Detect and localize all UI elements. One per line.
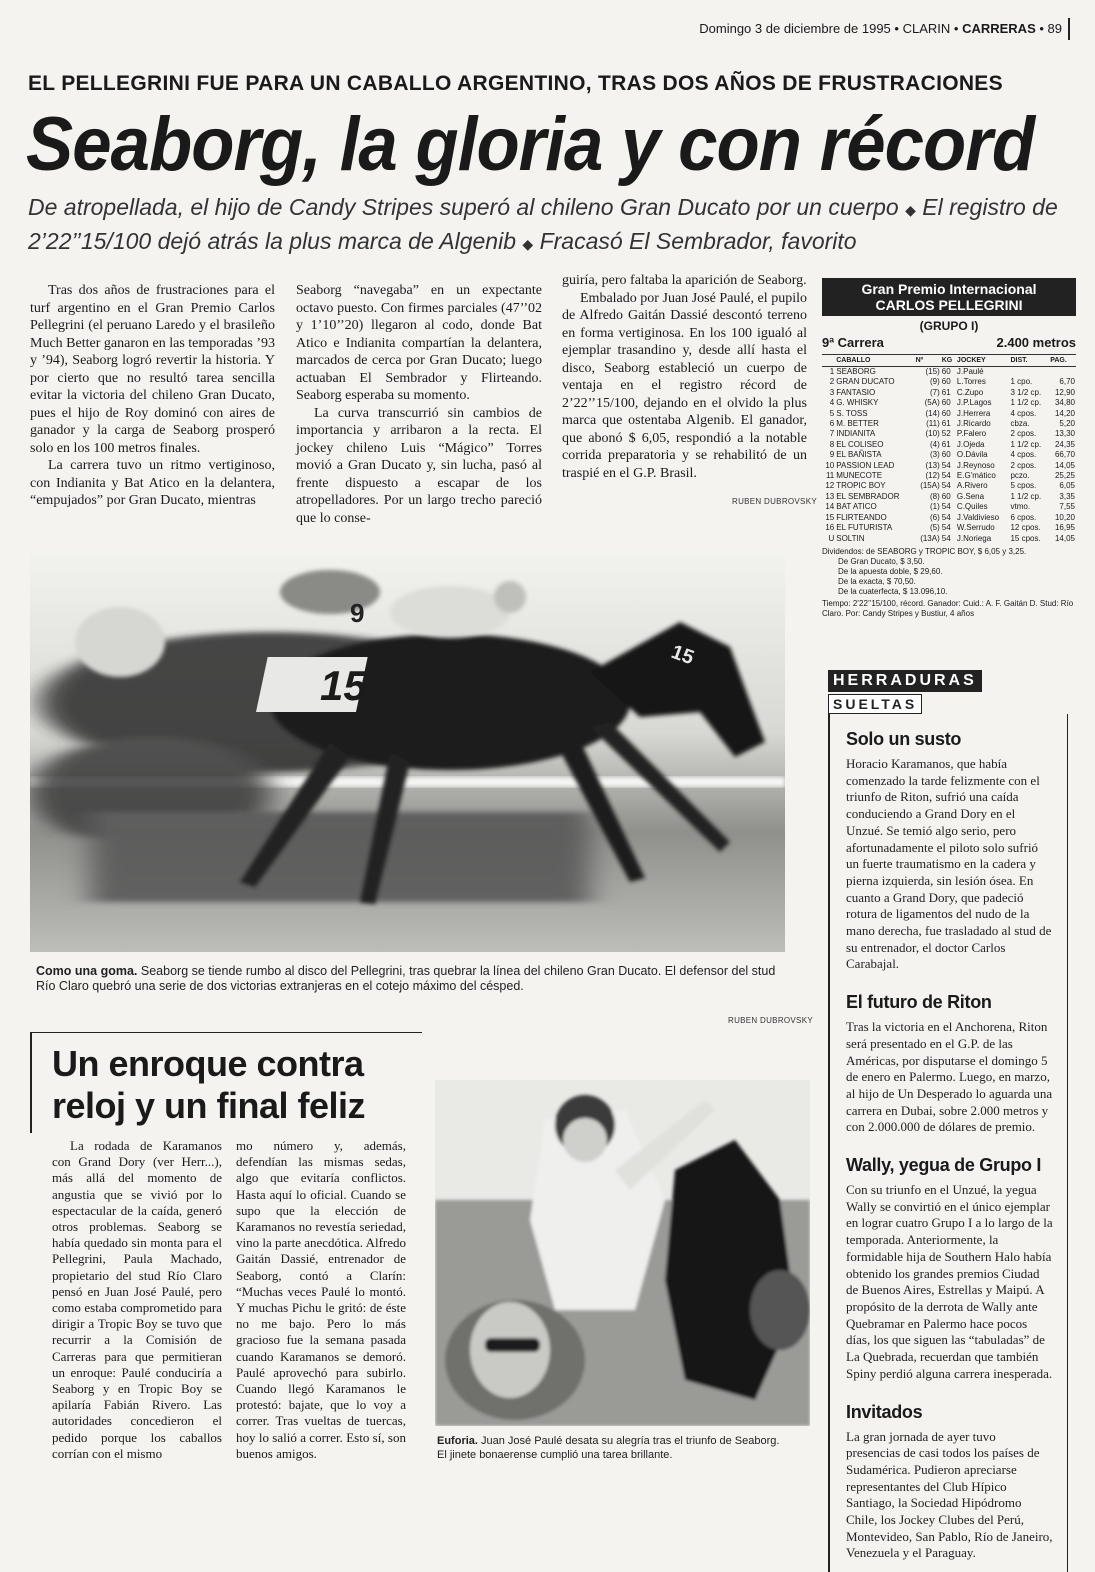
main-headline: Seaborg, la gloria y con récord <box>26 102 1035 187</box>
article-paragraph: Seaborg “navegaba” en un expectante octavo puesto. Con firmes parciales (47’’02 y 1’10’’20) llegaron al codo, donde Bat Atico e Indianita compartían la delantera, marcados de cerca por Gran Ducato; luego actuaban El Sembrador y Flirteando. Seaborg esperaba su momento. <box>296 283 542 403</box>
results-footer: Tiempo: 2’22’’15/100, récord. Ganador: Cuid.: A. F. Gaitán D. Stud: Río Claro. Por: Candy Stripes y Bustiur, 4 años <box>822 598 1074 618</box>
results-banner-line-2: CARLOS PELLEGRINI <box>875 297 1023 313</box>
results-cell: 60 <box>941 398 951 408</box>
sidebar-item-text: La gran jornada de ayer tuvo presencias de casi todos los países de Sudamérica. Pudieron apreciarse representantes del Club Hípico Santiago, la Sociedad Hipódromo Chile, los Jockey Clubes del Perú, Montevideo, San Pablo, Río de Janeiro, Venezuela y el Paraguay. <box>846 1428 1053 1561</box>
results-cell: 7 <box>829 429 835 439</box>
results-cell: 1 1/2 cp. <box>1010 491 1042 501</box>
results-cell: J.P.Lagos <box>956 398 992 408</box>
results-race-line <box>822 335 1076 350</box>
results-cell: 10 <box>825 460 835 470</box>
enroque-story <box>30 1032 422 1133</box>
enroque-headline <box>30 1032 422 1133</box>
results-row <box>822 419 1076 429</box>
results-cell: (10) <box>925 429 940 439</box>
results-cell: (5A) <box>924 398 940 408</box>
results-cell: 7,55 <box>1059 502 1075 512</box>
race-distance: 2.400 metros <box>996 335 1076 350</box>
results-cell: 16,95 <box>1054 523 1075 533</box>
results-cell: 54 <box>941 471 951 481</box>
results-cell: 54 <box>941 460 951 470</box>
results-cell: 2 cpos. <box>1010 429 1037 439</box>
sidebar-item <box>846 991 1053 1136</box>
results-cell: J.Ojeda <box>956 439 985 449</box>
enroque-paragraph: mo número y, además, defendían las mismas sedas, algo que evitaría conflictos. Hasta aquí lo oficial. Cuando se supo que la elección de Karamanos no revestía seriedad, vino la parte anecdótica. Alfredo Gaitán Dassié, entrenador de Seaborg, contó a Clarín: “Muchas veces Paulé lo montó. Y muchas Pichu le gritó: de éste no me bajo. Pero lo más gracioso fue la semana pasada cuando Karamanos se demoró. Paulé aprovechó para subirlo. Cuando llegó Karamanos le protestó: bajate, que lo voy a correr. Tras vueltas de tuercas, hoy lo salió a correr. Esto sí, son buenos amigos. <box>236 1138 407 1461</box>
results-cell: 6,70 <box>1059 377 1075 387</box>
article-column-2 <box>296 282 542 527</box>
results-cell: 54 <box>941 481 951 491</box>
article-paragraph: La carrera tuvo un ritmo vertiginoso, con Indianita y Bat Atico en la delantera, “empujados” por Gran Ducato, mientras <box>30 458 275 508</box>
jockey-number: 9 <box>350 598 365 628</box>
folio-page-number: 89 <box>1047 21 1062 36</box>
results-cell: J.Paulé <box>956 367 984 376</box>
photo-credit: RUBEN DUBROVSKY <box>732 497 817 506</box>
sidebar-item-title: Invitados <box>846 1401 923 1422</box>
results-cell: 13,30 <box>1054 429 1075 439</box>
dividends <box>822 547 1076 597</box>
results-cell: (15) <box>925 367 940 376</box>
sidebar-body <box>828 714 1068 1572</box>
deck-part-2: El registro de 2’22’’15/100 dejó atrás la plus marca de Algenib <box>28 194 1058 254</box>
results-cell: EL BAÑISTA <box>836 450 882 460</box>
results-row <box>822 513 1076 523</box>
results-cell: 16 <box>825 523 835 533</box>
deck-part-3: Fracasó El Sembrador, favorito <box>539 228 857 254</box>
results-cell: 5 cpos. <box>1010 481 1037 491</box>
results-cell: 60 <box>941 377 951 387</box>
results-row <box>822 429 1076 439</box>
bullet-icon: ◆ <box>522 236 534 252</box>
results-column-header: KG <box>941 355 956 367</box>
results-row <box>822 534 1076 544</box>
dividend-line: De Gran Ducato, $ 3,50. <box>838 556 925 566</box>
results-cell: EL COLISEO <box>836 439 884 449</box>
results-cell: 4 <box>829 398 835 408</box>
sidebar-badge-1: HERRADURAS <box>828 670 982 692</box>
results-cell: 4 cpos. <box>1010 408 1037 418</box>
results-row <box>822 377 1076 387</box>
folio-paper: CLARIN <box>902 21 951 36</box>
results-column-header <box>822 355 835 367</box>
results-cell <box>1009 367 1049 378</box>
sidebar-item-text: Con su triunfo en el Unzué, la yegua Wally se convirtió en el único ejemplar en lograr cuatro Grupo I a lo largo de la temporada. Anteriormente, la formidable hija de Southern Halo había obtenido los grandes premios Ciudad de Buenos Aires, Estrellas y Maipú. A propósito de la derrota de Wally ante Quebramar en Palermo hace pocos días, los que siguen las “tabuladas” de La Quebrada, recuerdan que también Spiny perdió alguna carrera inesperada. <box>846 1182 1053 1381</box>
results-row <box>822 502 1076 512</box>
results-row <box>822 409 1076 419</box>
sidebar-item <box>846 728 1053 973</box>
results-column-header: DIST. <box>1009 355 1049 367</box>
results-cell: 5 <box>829 408 835 418</box>
caption-lead: Euforia. <box>437 1435 478 1447</box>
results-cell: EL SEMBRADOR <box>836 491 900 501</box>
herraduras-sidebar <box>828 670 1068 1572</box>
results-cell: SEABORG <box>836 367 876 376</box>
article-paragraph: Tras dos años de frustraciones para el turf argentino en el Gran Premio Carlos Pellegrini (el peruano Laredo y el brasileño Much Better ganaron en las temporadas ’93 y ’94), Seaborg logró revertir la historia. Y por cierto que no resultó tarea sencilla evitar la victoria del chileno Gran Ducato, pues el hijo de Roy dominó con aires de ganador y la carga de Seaborg prosperó solo en los 100 metros finales. <box>30 283 275 456</box>
article-column-1 <box>30 282 275 510</box>
enroque-column-1 <box>52 1138 222 1462</box>
results-row <box>822 471 1076 481</box>
results-cell: 1 cpo. <box>1010 377 1033 387</box>
results-cell: (6) <box>929 512 940 522</box>
results-cell: G.Sena <box>956 491 985 501</box>
results-cell: EL FUTURISTA <box>836 523 893 533</box>
results-cell: C.Zupo <box>956 387 984 397</box>
results-cell: (4) <box>929 439 940 449</box>
results-cell: W.Serrudo <box>956 523 995 533</box>
results-cell: J.Herrera <box>956 408 991 418</box>
results-cell: 60 <box>941 367 951 376</box>
results-cell: 6 cpos. <box>1010 512 1037 522</box>
sidebar-item-title: Wally, yegua de Grupo I <box>846 1155 1042 1176</box>
results-cell: (5) <box>929 523 940 533</box>
folio-section: CARRERAS <box>962 21 1036 36</box>
results-cell: S. TOSS <box>836 408 868 418</box>
results-cell: E.G'mático <box>956 471 996 481</box>
results-cell: pczo. <box>1010 471 1030 481</box>
results-row <box>822 492 1076 502</box>
results-cell: 13 <box>825 491 835 501</box>
sidebar-item-title: El futuro de Riton <box>846 992 992 1013</box>
results-banner <box>822 278 1076 316</box>
results-cell: 2 cpos. <box>1010 460 1037 470</box>
deck-part-1: De atropellada, el hijo de Candy Stripes superó al chileno Gran Ducato por un cuerpo <box>28 194 899 220</box>
photo-caption <box>36 964 776 994</box>
results-cell: 6 <box>829 419 835 429</box>
results-banner-line-1: Gran Premio Internacional <box>861 281 1037 297</box>
photo-credit: RUBEN DUBROVSKY <box>728 1016 813 1025</box>
results-row <box>822 523 1076 533</box>
results-cell: GRAN DUCATO <box>836 377 895 387</box>
results-cell: (9) <box>929 377 940 387</box>
article-paragraph: guiría, pero faltaba la aparición de Seaborg. <box>562 273 807 288</box>
results-cell: O.Dávila <box>956 450 988 460</box>
results-cell: (8) <box>929 491 940 501</box>
results-cell: P.Falero <box>956 429 987 439</box>
results-cell: (3) <box>929 450 940 460</box>
results-cell: (1) <box>929 502 940 512</box>
results-row <box>822 367 1076 378</box>
race-photo <box>30 552 785 952</box>
results-cell: (14) <box>925 408 940 418</box>
sidebar-item <box>846 1401 1053 1563</box>
article-paragraph: Embalado por Juan José Paulé, el pupilo de Alfredo Gaitán Dassié descontó terreno en forma vertiginosa. En los 100 igualó al ejemplar trasandino y, desde allí hasta el disco, Seaborg estableció un cuerpo de ventaja en el registro récord de 2’22’’15/100, dejando en el olvido la plus marca que ostentaba Algenib. El ganador, que abonó $ 6,05, respondió a la notable corrida preparatoria y se rehabilitó de un traspié en el G.P. Brasil. <box>562 290 807 481</box>
results-cell: FANTASIO <box>836 387 876 397</box>
results-cell: vtmo. <box>1010 502 1031 512</box>
photo-caption <box>437 1434 792 1462</box>
headline-kicker: EL PELLEGRINI FUE PARA UN CABALLO ARGENTINO, TRAS DOS AÑOS DE FRUSTRACIONES <box>28 72 1003 95</box>
results-cell: 3 <box>829 387 835 397</box>
results-cell: U <box>828 533 835 543</box>
page-folio: Domingo 3 de diciembre de 1995 • CLARIN • CARRERAS • 89 <box>690 18 1070 40</box>
results-cell: 34,80 <box>1054 398 1075 408</box>
results-cell: 60 <box>941 491 951 501</box>
bridle-number: 15 <box>668 641 697 670</box>
results-row <box>822 398 1076 408</box>
results-cell: 2 <box>829 377 835 387</box>
results-cell: 1 1/2 cp. <box>1010 398 1042 408</box>
results-cell: J.Ricardo <box>956 419 991 429</box>
results-cell: 12 <box>825 481 835 491</box>
results-cell: 14,05 <box>1054 460 1075 470</box>
results-cell: J.Reynoso <box>956 460 995 470</box>
results-cell: 15 <box>825 512 835 522</box>
results-cell: SOLTIN <box>836 533 865 543</box>
results-cell: 10,20 <box>1054 512 1075 522</box>
results-cell: 14 <box>825 502 835 512</box>
results-cell: 8 <box>829 439 835 449</box>
results-cell: M. BETTER <box>836 419 879 429</box>
bullet-icon: ◆ <box>905 202 916 218</box>
results-cell: 54 <box>941 502 951 512</box>
dividend-line: De la apuesta doble, $ 29,60. <box>838 566 943 576</box>
enroque-headline-line-1: Un enroque contra <box>52 1043 364 1084</box>
jockey-celebration-photo <box>435 1080 810 1426</box>
results-row <box>822 388 1076 398</box>
article-column-3 <box>562 272 807 482</box>
results-cell: 11 <box>825 471 835 481</box>
results-column-header: CABALLO <box>835 355 914 367</box>
results-cell: 1 1/2 cp. <box>1010 439 1042 449</box>
results-cell: 14,05 <box>1054 533 1075 543</box>
sidebar-item-text: Horacio Karamanos, que había comenzado la tarde felizmente con el triunfo de Riton, sufrió una caída conduciendo a Grand Dory en el Unzué. Se temió algo serio, pero afortunadamente el piloto solo sufrió un fuerte traumatismo en la cadera y pierna izquierda, sin lesión ósea. En cuanto a Grand Dory, que padeció rotura de ligamentos del nudo de la mano derecha, fue trasladado al stud de su entrenador, el doctor Carlos Carabajal. <box>846 756 1052 972</box>
sidebar-item-title: Solo un susto <box>846 729 962 749</box>
results-cell: cbza. <box>1010 419 1030 429</box>
results-box <box>822 278 1076 619</box>
results-cell: TROPIC BOY <box>836 481 886 491</box>
sidebar-item-text: Tras la victoria en el Anchorena, Riton será presentado en el G.P. de las Américas, por disputarse el domingo 5 de enero en Palermo. Luego, en marzo, al hijo de Un Desperado lo aguarda una carrera en Dubai, sobre 2.000 metros y con 2.000.000 de dólares de premio. <box>846 1019 1053 1135</box>
sidebar-item <box>846 1154 1053 1382</box>
results-cell: 60 <box>941 408 951 418</box>
results-row <box>822 450 1076 460</box>
results-cell: (7) <box>929 387 940 397</box>
results-cell: 12,90 <box>1054 387 1075 397</box>
results-table <box>822 354 1076 544</box>
results-cell: 3,35 <box>1059 491 1075 501</box>
results-cell: 54 <box>941 533 951 543</box>
caption-text: Seaborg se tiende rumbo al disco del Pellegrini, tras quebrar la línea del chileno Gran Ducato. El defensor del stud Río Claro quebró una serie de dos victorias extranjeras en el cotejo máximo del césped. <box>36 964 776 993</box>
results-column-header: JOCKEY <box>956 355 1010 367</box>
results-cell: (13A) <box>920 533 940 543</box>
results-cell: 15 cpos. <box>1010 533 1041 543</box>
dividend-line: Dividendos: de SEABORG y TROPIC BOY, $ 6,05 y 3,25. <box>822 546 1027 556</box>
results-cell: (11) <box>926 419 940 429</box>
results-cell: 54 <box>941 523 951 533</box>
results-cell: 1 <box>829 367 835 376</box>
results-cell: BAT ATICO <box>836 502 877 512</box>
results-cell: MUNECOTE <box>836 471 883 481</box>
article-paragraph: La curva transcurrió sin cambios de importancia y arribaron a la recta. El jockey chileno Luis “Mágico” Torres movió a Gran Ducato y, sin lucha, pasó al frente dispuesto a escapar de los atropelladores. Por un largo trecho pareció que lo conse- <box>296 405 542 526</box>
results-row <box>822 440 1076 450</box>
headline-deck <box>28 192 1068 260</box>
race-number: 9ª Carrera <box>822 335 884 350</box>
results-cell: 5,20 <box>1059 419 1075 429</box>
results-cell: FLIRTEANDO <box>836 512 887 522</box>
results-cell: G. WHISKY <box>836 398 879 408</box>
results-cell: A.Rivero <box>956 481 988 491</box>
results-cell: INDIANITA <box>836 429 876 439</box>
results-cell: 66,70 <box>1054 450 1075 460</box>
results-cell: 60 <box>941 450 951 460</box>
results-cell: (12) <box>925 471 940 481</box>
results-cell: 14,20 <box>1054 408 1075 418</box>
results-row <box>822 481 1076 491</box>
results-cell: J.Noriega <box>956 533 992 543</box>
enroque-column-2 <box>236 1138 406 1462</box>
sidebar-badge-2: SUELTAS <box>828 694 922 714</box>
results-cell: 25,25 <box>1054 471 1075 481</box>
results-cell: (15A) <box>920 481 940 491</box>
caption-text: Juan José Paulé desata su alegría tras el triunfo de Seaborg. El jinete bonaerense cumplió una tarea brillante. <box>437 1435 780 1461</box>
results-cell <box>1049 367 1076 378</box>
results-grade: (GRUPO I) <box>919 319 979 333</box>
results-row <box>822 461 1076 471</box>
enroque-headline-line-2: reloj y un final feliz <box>52 1085 366 1126</box>
results-cell: PASSION LEAD <box>836 460 895 470</box>
results-cell: 12 cpos. <box>1010 523 1041 533</box>
results-cell: (13) <box>925 460 940 470</box>
results-column-header: Nº <box>915 355 941 367</box>
dividend-line: De la cuaterfecta, $ 13.096,10. <box>838 586 948 596</box>
results-cell: 61 <box>941 387 951 397</box>
results-cell: 61 <box>941 439 951 449</box>
results-cell: 54 <box>941 512 951 522</box>
enroque-paragraph: La rodada de Karamanos con Grand Dory (ver Herr...), más allá del momento de angustia que se vivió por lo espectacular de la caída, generó otros problemas. Seaborg se había quedado sin monta para el Pellegrini, Paula Machado, propietario del stud Río Claro pensó en Juan José Paulé, pero como estaba comprometido para dirigir a Tropic Boy se tuvo que recurrir a la Comisión de Carreras para que permitieran un enroque: Paulé conduciría a Seaborg y en Tropic Boy se apilaría Fabián Rivero. Las autoridades concedieron el pedido porque los caballos corrían con el mismo <box>52 1138 222 1461</box>
results-cell: 52 <box>941 429 951 439</box>
results-cell: L.Torres <box>956 377 986 387</box>
dividend-line: De la exacta, $ 70,50. <box>838 576 916 586</box>
caption-lead: Como una goma. <box>36 964 138 978</box>
saddle-number: 15 <box>320 662 367 709</box>
results-cell: 4 cpos. <box>1010 450 1037 460</box>
results-cell: 9 <box>829 450 835 460</box>
results-cell: 6,05 <box>1059 481 1075 491</box>
results-cell: J.Valdivieso <box>956 512 1000 522</box>
results-cell: 3 1/2 cp. <box>1010 387 1042 397</box>
results-column-header: PAG. <box>1049 355 1076 367</box>
folio-date: Domingo 3 de diciembre de 1995 <box>699 21 891 36</box>
results-cell: 24,35 <box>1054 439 1075 449</box>
results-cell: 61 <box>941 419 951 429</box>
results-cell: C.Quiles <box>956 502 988 512</box>
